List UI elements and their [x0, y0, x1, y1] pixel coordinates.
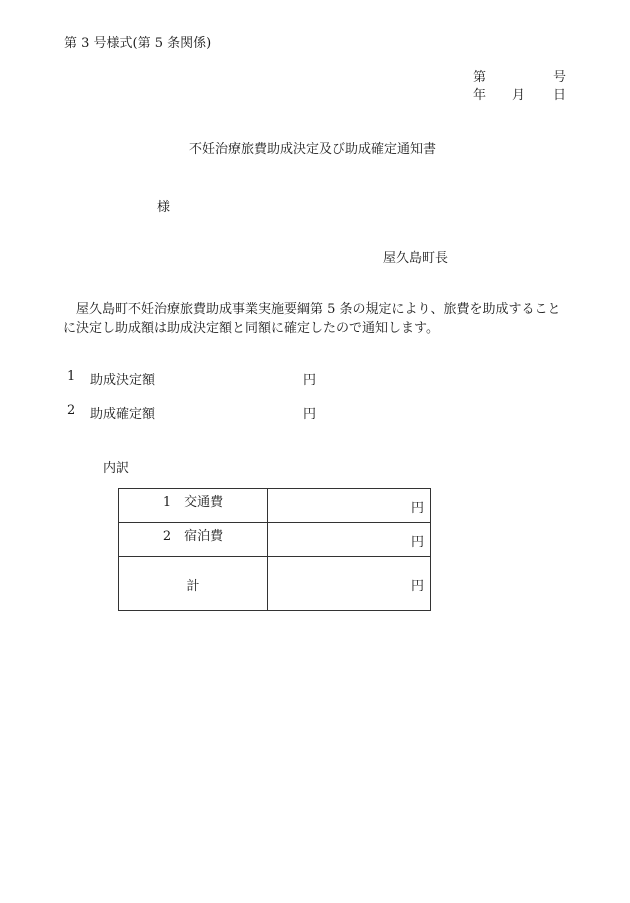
lodging-cost-label: 2 宿泊費: [162, 529, 224, 544]
table-row: [119, 523, 431, 557]
total-label: 計: [186, 579, 200, 594]
recipient-honorific: 様: [157, 200, 171, 215]
item-unit: 円: [303, 373, 317, 388]
issuer-name: 屋久島町長: [383, 251, 449, 266]
table-cell-value: [268, 489, 431, 523]
breakdown-heading: 内訳: [103, 461, 130, 476]
document-number-prefix: 第: [473, 70, 487, 85]
table-cell-label: [119, 523, 268, 557]
item-unit: 円: [303, 407, 317, 422]
document-title: 不妊治療旅費助成決定及び助成確定通知書: [189, 142, 437, 157]
form-number: 第 3 号様式(第 5 条関係): [64, 36, 212, 51]
table-cell-label: [119, 489, 268, 523]
date-year-label: 年: [473, 88, 487, 103]
breakdown-table: [118, 488, 431, 611]
transport-cost-label: 1 交通費: [162, 495, 224, 510]
body-paragraph: 屋久島町不妊治療旅費助成事業実施要綱第 5 条の規定により、旅費を助成することに決定し助成額は助成決定額と同額に確定したので通知します。: [63, 302, 561, 336]
item-label-confirmed-amount: 助成確定額: [90, 407, 156, 422]
yen-unit: 円: [410, 501, 424, 516]
table-cell-label: [119, 557, 268, 611]
yen-unit: 円: [410, 535, 424, 550]
table-cell-value: [268, 557, 431, 611]
item-label-decision-amount: 助成決定額: [90, 373, 156, 388]
date-day-label: 日: [553, 88, 567, 103]
table-row-total: [119, 557, 431, 611]
item-number: 2: [67, 403, 76, 418]
yen-unit: 円: [410, 579, 424, 594]
table-row: [119, 489, 431, 523]
date-month-label: 月: [512, 88, 526, 103]
table-cell-value: [268, 523, 431, 557]
document-number-suffix: 号: [553, 70, 567, 85]
item-number: 1: [67, 369, 76, 384]
